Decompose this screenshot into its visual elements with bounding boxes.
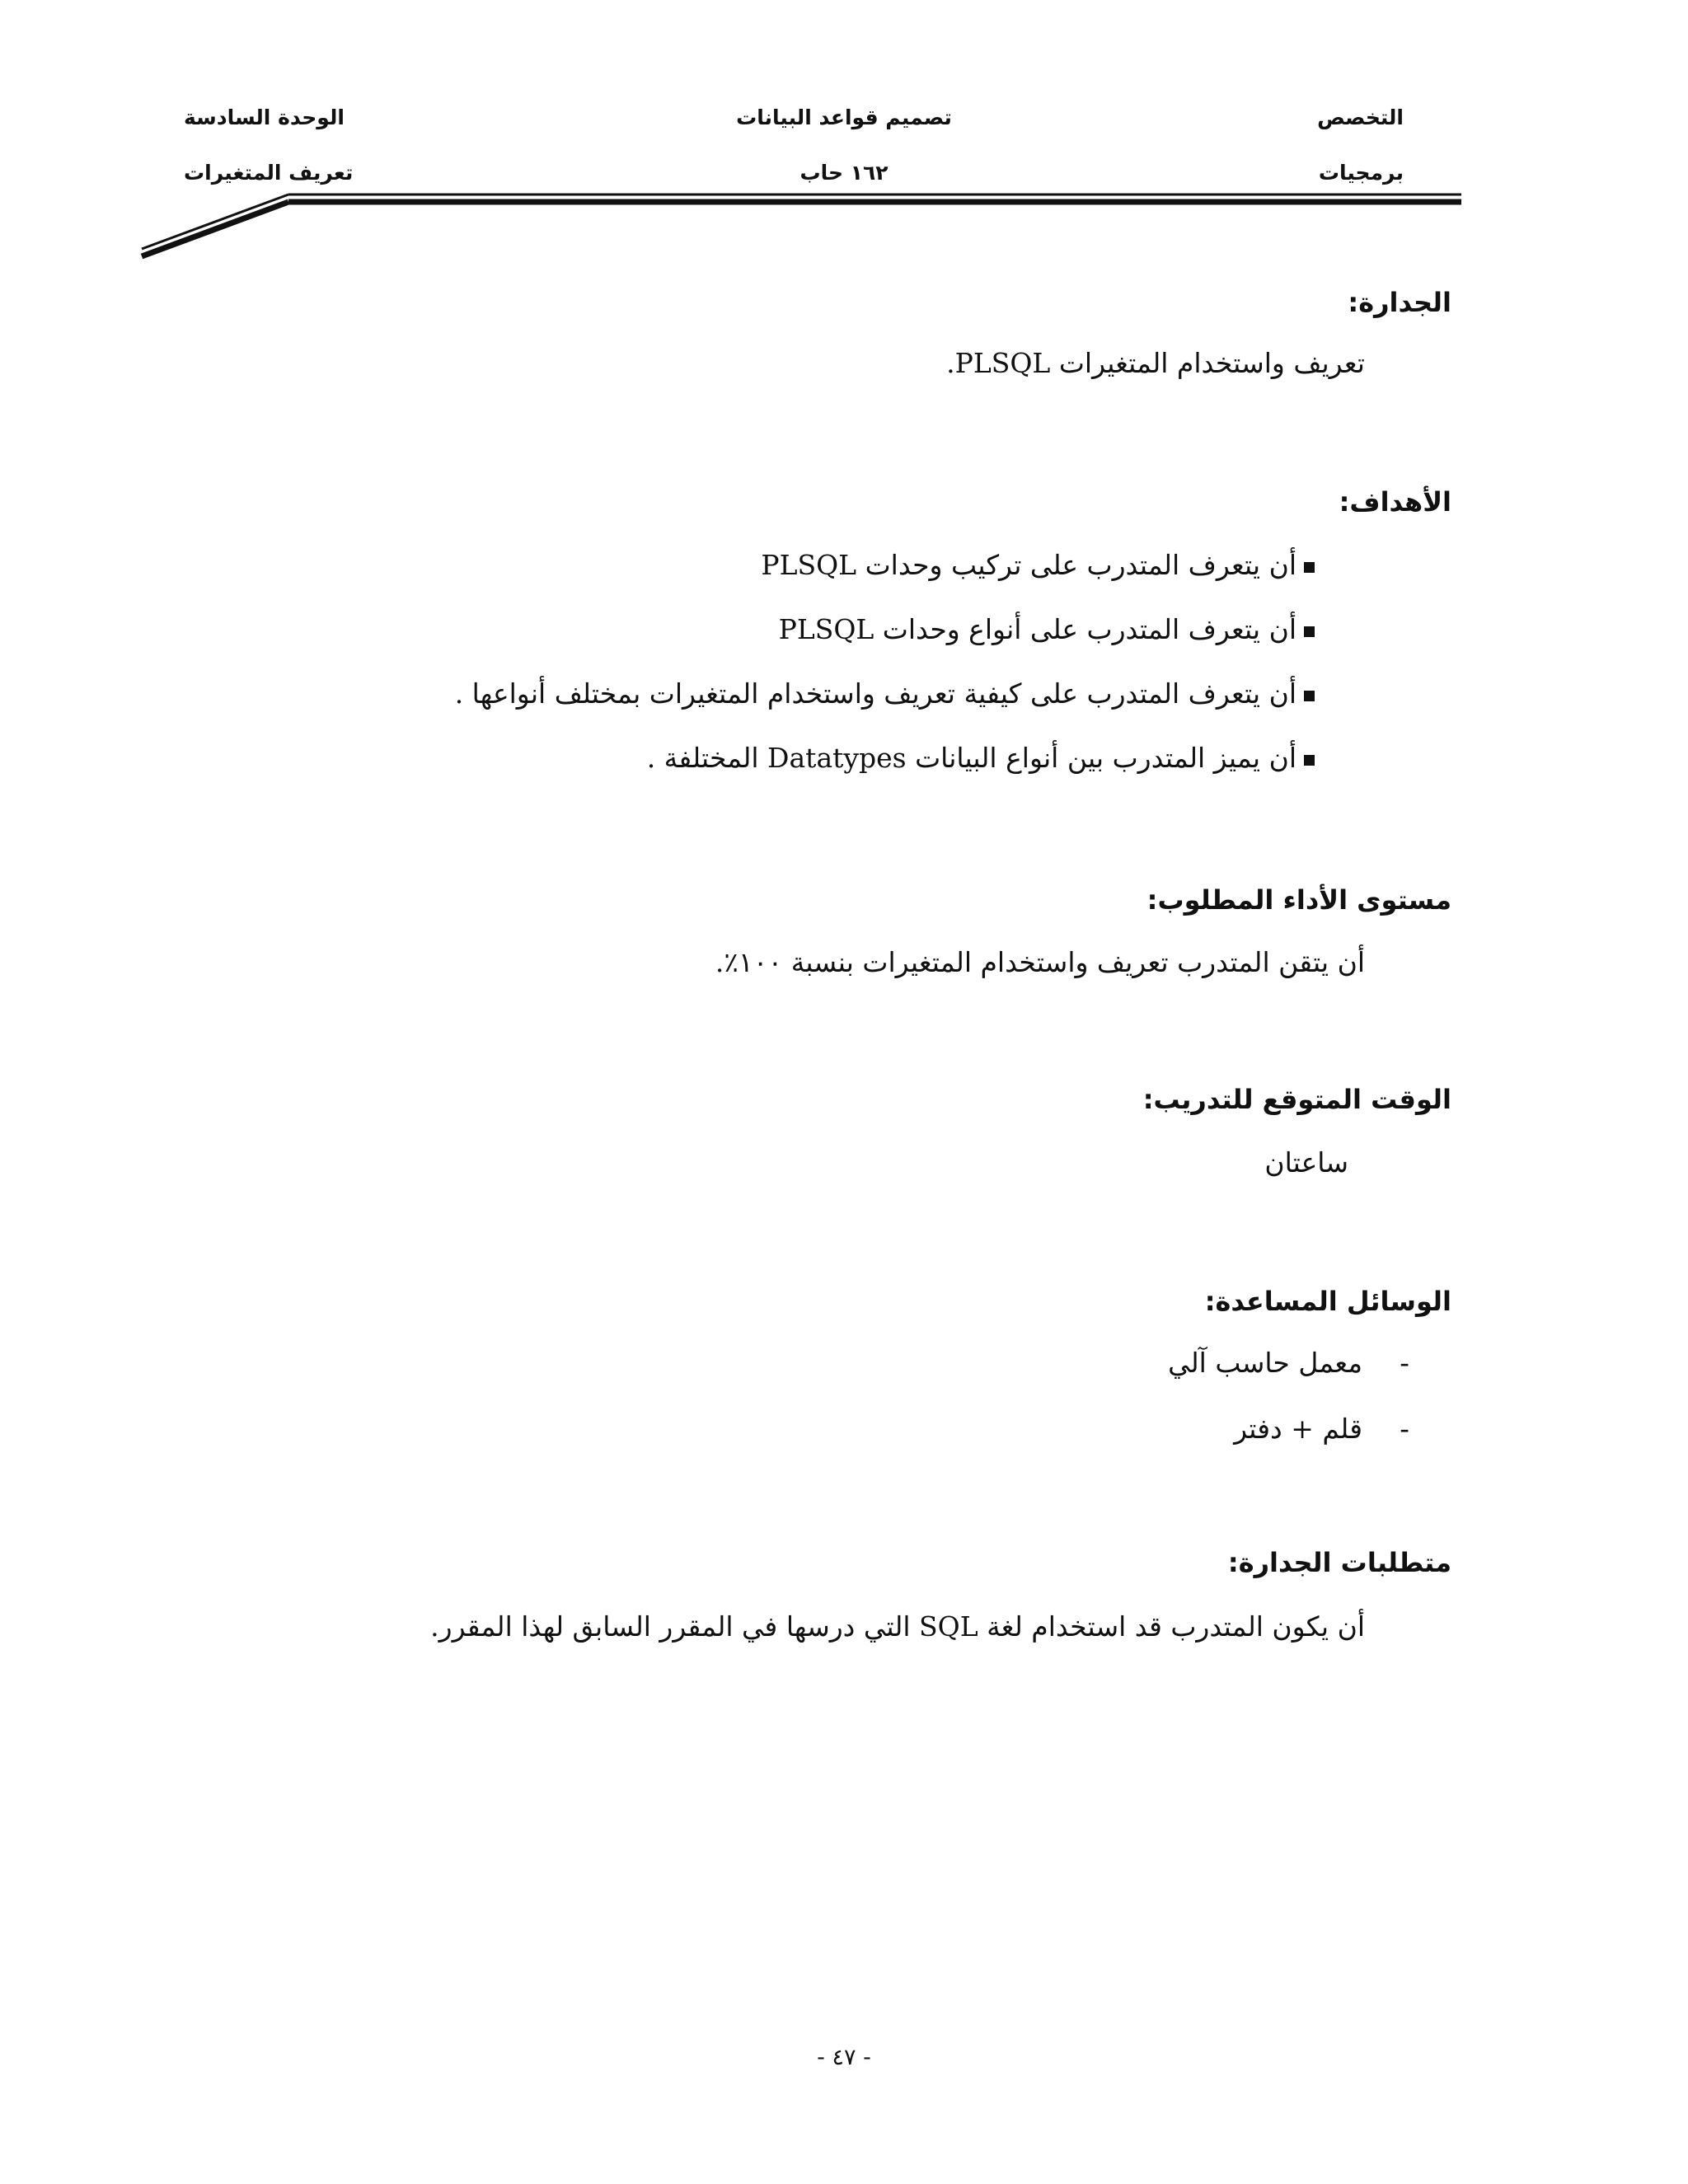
aids-heading: الوسائل المساعدة: <box>1204 1286 1451 1317</box>
objectives-heading: الأهداف: <box>1339 486 1451 518</box>
bullet-icon <box>1304 626 1315 637</box>
header-course-code: ١٦٢ حاب <box>799 161 889 185</box>
dash-icon: - <box>1400 1413 1409 1445</box>
prerequisites-text: أن يكون المتدرب قد استخدام لغة SQL التي درسها في المقرر السابق لهذا المقرر. <box>430 1610 1365 1643</box>
header-course-title: تصميم قواعد البيانات <box>736 105 952 129</box>
dash-icon: - <box>1400 1347 1409 1379</box>
prerequisites-heading: متطلبات الجدارة: <box>1227 1547 1451 1578</box>
header-unit-title: تعريف المتغيرات <box>184 161 354 185</box>
header-rule <box>0 0 1688 280</box>
aid-item-1: معمل حاسب آلي <box>1168 1347 1362 1379</box>
performance-heading: مستوى الأداء المطلوب: <box>1146 884 1451 916</box>
competency-text: تعريف واستخدام المتغيرات PLSQL. <box>946 347 1365 379</box>
duration-heading: الوقت المتوقع للتدريب: <box>1142 1084 1451 1115</box>
objective-item-3: أن يتعرف المتدرب على كيفية تعريف واستخدام المتغيرات بمختلف أنواعها . <box>454 677 1296 710</box>
header-specialty-label: التخصص <box>1317 105 1404 129</box>
bullet-icon <box>1304 755 1315 766</box>
header-specialty-value: برمجيات <box>1318 161 1404 185</box>
duration-text: ساعتان <box>1264 1146 1348 1179</box>
bullet-icon <box>1304 562 1315 573</box>
objective-item-4: أن يميز المتدرب بين أنواع البيانات Datatypes المختلفة . <box>646 742 1296 774</box>
performance-text: أن يتقن المتدرب تعريف واستخدام المتغيرات بنسبة ١٠٠٪. <box>715 946 1365 978</box>
objective-item-2: أن يتعرف المتدرب على أنواع وحدات PLSQL <box>778 613 1296 645</box>
competency-heading: الجدارة: <box>1348 287 1451 318</box>
objective-item-1: أن يتعرف المتدرب على تركيب وحدات PLSQL <box>761 549 1296 581</box>
bullet-icon <box>1304 691 1315 701</box>
page-number: - ٤٧ - <box>817 2045 871 2070</box>
header-unit-label: الوحدة السادسة <box>184 105 345 129</box>
aid-item-2: قلم + دفتر <box>1234 1413 1362 1445</box>
